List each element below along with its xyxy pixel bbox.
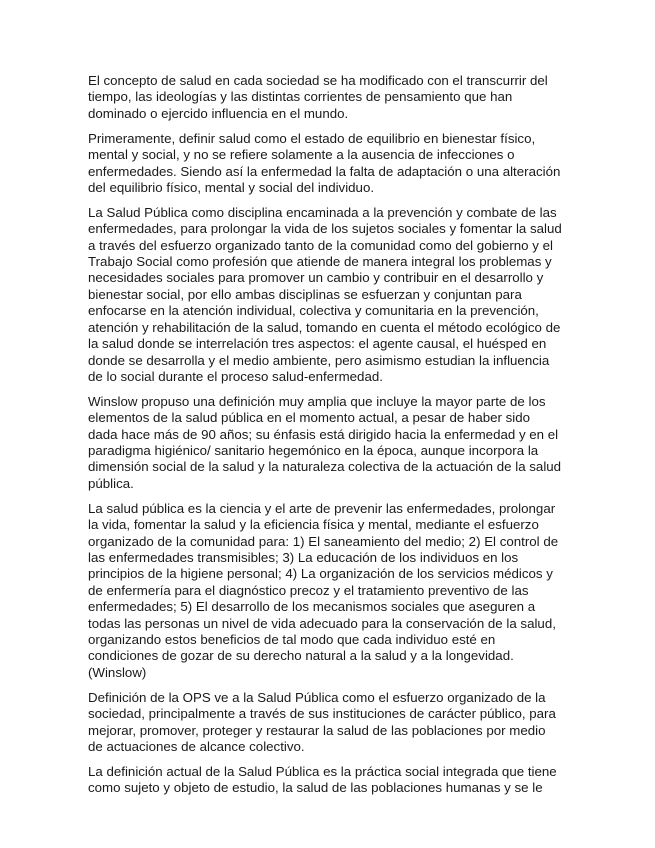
paragraph-winslow-definition: La salud pública es la ciencia y el arte de prevenir las enfermedades, prolongar la vida, fomentar la salud y la eficiencia física y mental, mediante el esfuerzo organizado de la comunidad para: 1) El saneamiento del medio; 2) El control de las enfermedades transmisibles; 3) La educación de los individuos en los principios de la higiene personal; 4) La organización de los servicios médicos y de enfermería para el diagnóstico precoz y el tratamiento preventivo de las enfermedades; 5) El desarrollo de los mecanismos sociales que aseguren a todas las personas un nivel de vida adecuado para la conservación de la salud, organizando estos beneficios de tal modo que cada individuo esté en condiciones de gozar de su derecho natural a la salud y a la longevidad. (Winslow) bbox=[88, 500, 559, 680]
paragraph-health-definition: Primeramente, definir salud como el estado de equilibrio en bienestar físico, mental y social, y no se refiere solamente a la ausencia de infecciones o enfermedades. Siendo así la enfermedad la falta de adaptación o una alteración del equilibrio físico, mental y social del individuo. bbox=[88, 130, 561, 195]
document-body bbox=[88, 73, 563, 805]
paragraph-ops-definition: Definición de la OPS ve a la Salud Pública como el esfuerzo organizado de la sociedad, principalmente a través de sus instituciones de carácter público, para mejorar, promover, proteger y restaurar la salud de las poblaciones por medio de actuaciones de alcance colectivo. bbox=[88, 689, 556, 754]
paragraph-winslow-proposal: Winslow propuso una definición muy amplia que incluye la mayor parte de los elementos de la salud pública en el momento actual, a pesar de haber sido dada hace más de 90 años; su énfasis está dirigido hacia la enfermedad y en el paradigma higiénico/ sanitario hegemónico en la época, aunque incorpora la dimensión social de la salud y la naturaleza colectiva de la actuación de la salud pública. bbox=[88, 393, 562, 491]
paragraph-current-definition: La definición actual de la Salud Pública es la práctica social integrada que tiene como sujeto y objeto de estudio, la salud de las poblaciones humanas y se le bbox=[88, 763, 557, 796]
paragraph-health-concept: El concepto de salud en cada sociedad se ha modificado con el transcurrir del tiempo, las ideologías y las distintas corrientes de pensamiento que han dominado o ejercido influencia en el mundo. bbox=[88, 73, 548, 121]
paragraph-public-health-social-work: La Salud Pública como disciplina encaminada a la prevención y combate de las enfermedades, para prolongar la vida de los sujetos sociales y fomentar la salud a través del esfuerzo organizado tanto de la comunidad como del gobierno y el Trabajo Social como profesión que atiende de manera integral los problemas y necesidades sociales para promover un cambio y contribuir en el desarrollo y bienestar social, por ello ambas disciplinas se esfuerzan y conjuntan para enfocarse en la atención individual, colectiva y comunitaria en la prevención, atención y rehabilitación de la salud, tomando en cuenta el método ecológico de la salud donde se interrelación tres aspectos: el agente causal, el huésped en donde se desarrolla y el medio ambiente, pero asimismo estudian la influencia de lo social durante el proceso salud-enfermedad. bbox=[88, 204, 562, 384]
